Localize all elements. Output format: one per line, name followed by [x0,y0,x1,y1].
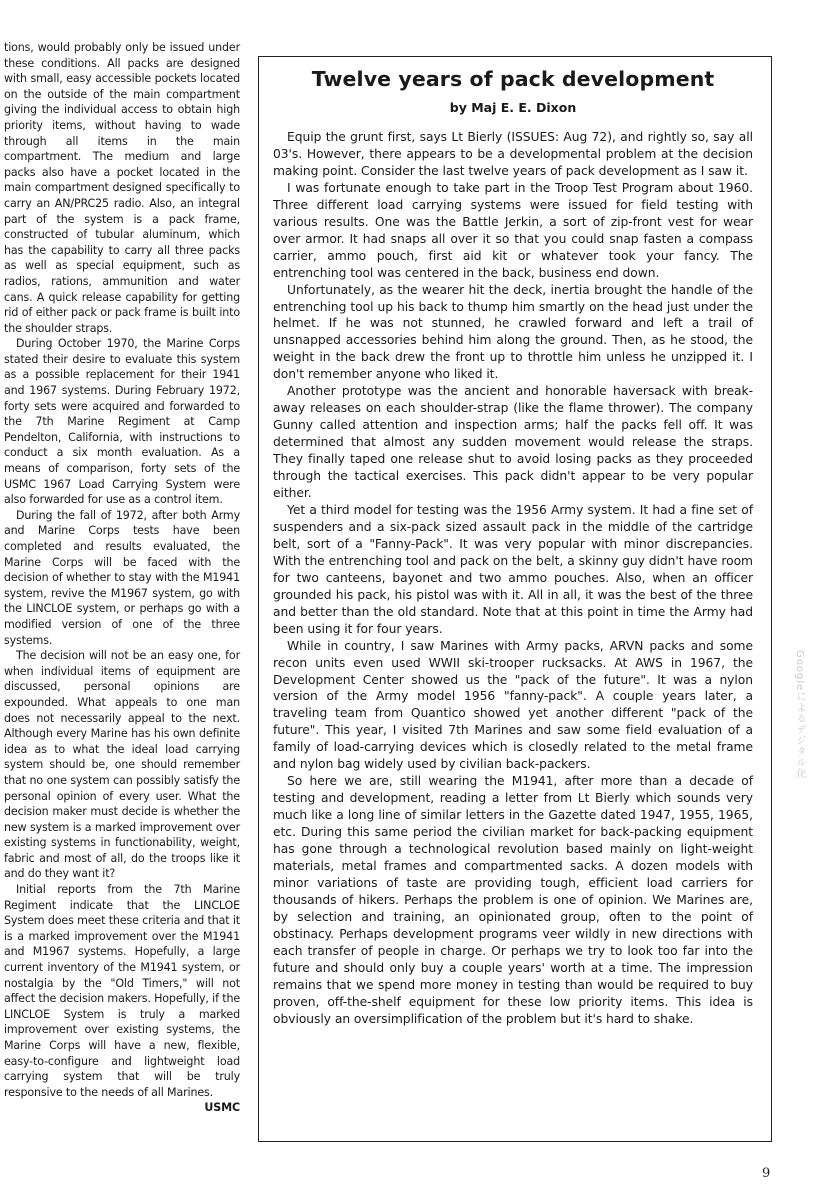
article-paragraph-3: Unfortunately, as the wearer hit the deck, inertia brought the handle of the entrenching tool up his back to thump him smartly on the head just under the helmet. If he was not stunned, he crawled forward and left a trail of unsnapped accessories behind him along the ground. Then, as he stood, the weight in the back drew the front up to throttle him unless he unzipped it. I don't remember anyone who liked it. [273,282,753,382]
page-number: 9 [762,1166,771,1181]
article-paragraph-2: I was fortunate enough to take part in the Troop Test Program about 1960. Three different load carrying systems were issued for field testing with various results. One was the Battle Jerkin, a sort of zip-front vest for wear over armor. It had snaps all over it so that you could snap fasten a compass carrier, ammo pouch, first aid kit or whatever took your fancy. The entrenching tool was centered in the back, business end down. [273,180,753,280]
article-paragraph-1: Equip the grunt first, says Lt Bierly (ISSUES: Aug 72), and rightly so, say all 03's. However, there appears to be a developmental problem at the decision making point. Consider the last twelve years of pack development as I saw it. [273,130,753,178]
digitization-watermark: Googleによるデジタル化 [794,650,805,780]
article-byline: by Maj E. E. Dixon [449,100,577,115]
article-paragraph-6: While in country, I saw Marines with Army packs, ARVN packs and some recon units even used WWII ski-trooper rucksacks. At AWS in 1967, the Development Center showed us the "pack of the future". It was a nylon version of the Army model 1956 "fanny-pack". A couple years later, a traveling team from Quantico showed yet another different "pack of the future". This year, I visited 7th Marines and saw some field evaluation of a family of load-carrying devices which is closedly related to the metal frame and nylon bag widely used by civilian back-packers. [273,638,753,772]
left-column [4,40,240,1116]
left-paragraph-5-text: Initial reports from the 7th Marine Regiment indicate that the LINCLOE System does meet these criteria and that it is a marked improvement over the M1941 and M1967 systems. Hopefully, a large current inventory of the M1941 system, or nostalgia by the "Old Timers," will not affect the decision makers. Hopefully, if the LINCLOE System is truly a marked improvement over existing systems, the Marine Corps will have a new, flexible, easy-to-configure and lightweight load carrying system that will be truly responsive to the needs of all Marines. [4,883,240,1099]
article-box [258,56,772,1142]
article-paragraph-4: Another prototype was the ancient and honorable haversack with break-away releases on each shoulder-strap (like the flame thrower). The company Gunny called attention and inspection arms; half the packs fell off. It was determined that almost any sudden movement would release the straps. They finally taped one release shut to avoid losing packs as they proceeded through the tactical exercises. This pack didn't appear to be very popular either. [273,384,753,501]
left-paragraph-1: tions, would probably only be issued under these conditions. All packs are designed with small, easy accessible pockets located on the outside of the main compartment giving the individual access to obtain high priority items, without having to wade through all items in the main compartment. The medium and large packs also have a pocket located in the main compartment designed specifically to carry an AN/PRC25 radio. Also, an integral part of the system is a pack frame, constructed of tubular aluminum, which has the capability to carry all three packs as well as special equipment, such as radios, rations, ammunition and water cans. A quick release capability for getting rid of either pack or pack frame is built into the shoulder straps. [4,41,240,335]
left-paragraph-3: During the fall of 1972, after both Army and Marine Corps tests have been completed and results evaluated, the Marine Corps will be faced with the decision of whether to stay with the M1941 system, revive the M1967 system, go with the LINCLOE system, or perhaps go with a modified version of one of the three systems. [4,508,240,647]
article-body [273,129,753,1028]
left-paragraph-2: During October 1970, the Marine Corps stated their desire to evaluate this system as a possible replacement for their 1941 and 1967 systems. During February 1972, forty sets were acquired and forwarded to the 7th Marine Regiment at Camp Pendelton, California, with instructions to conduct a six month evaluation. As a means of comparison, forty sets of the USMC 1967 Load Carrying System were also forwarded for use as a control item. [4,337,240,507]
article-title: Twelve years of pack development [311,67,715,91]
article-paragraph-7: So here we are, still wearing the M1941, after more than a decade of testing and development, reading a letter from Lt Bierly which sounds very much like a long line of similar letters in the Gazette dated 1947, 1955, 1965, etc. During this same period the civilian market for back-packing equipment has gone through a technological revolution based mainly on light-weight materials, metal frames and compartmented sacks. A dozen models with minor variations of taste are providing tough, efficient load carriers for thousands of hikers. Perhaps the problem is one of opinion. We Marines are, by selection and training, an opinionated group, often to the point of obstinacy. Perhaps development programs veer wildly in new directions with each transfer of people in charge. Or perhaps we try to look too far into the future and should only buy a couple years' worth at a time. The impression remains that we spend more money in testing than would be required to buy proven, off-the-shelf equipment for these low priority items. This idea is obviously an oversimplification of the problem but it's hard to shake. [273,774,753,1026]
article-paragraph-5: Yet a third model for testing was the 1956 Army system. It had a fine set of suspenders and a six-pack sized assault pack in the middle of the cartridge belt, sort of a "Fanny-Pack". It was very popular with minor discrepancies. With the entrenching tool and pack on the belt, a skinny guy didn't have room for two canteens, bayonet and two ammo pouches. Also, when an officer grounded his pack, his pistol was with it. All in all, it was the best of the three and better than the old standard. Note that at this point in time the Army had been using it for four years. [273,502,753,636]
left-paragraph-4: The decision will not be an easy one, for when individual items of equipment are discussed, personal opinions are expounded. What appeals to one man does not necessarily appeal to the next. Although every Marine has his own definite idea as to what the ideal load carrying system should be, one should remember that no one system can possibly satisfy the personal opinion of every user. What the decision maker must decide is whether the new system is a marked improvement over existing systems in functionability, weight, fabric and most of all, do the troops like it and do they want it? [4,649,240,881]
left-paragraph-5 [4,882,240,1115]
usmc-signature: USMC [204,1101,240,1115]
